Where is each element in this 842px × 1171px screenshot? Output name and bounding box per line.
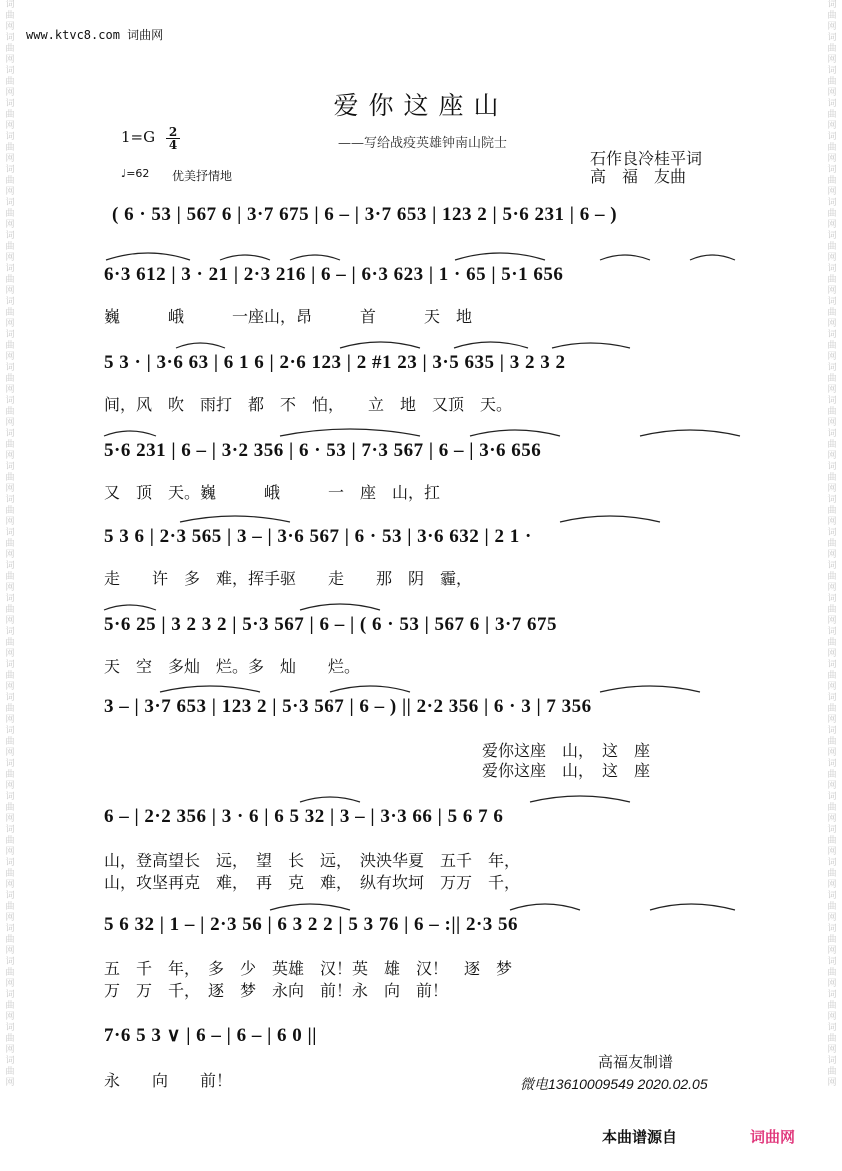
- lyricist-credit: 石作良冷桂平词: [590, 149, 703, 168]
- slur-arc: [300, 604, 380, 610]
- tempo-mark: ♩=62: [121, 167, 150, 180]
- slur-arc: [600, 686, 700, 692]
- slur-arc: [220, 255, 270, 260]
- slur-arc: [600, 255, 650, 260]
- lyric-line-6: 天 空 多灿 烂。多 灿 烂。: [104, 657, 361, 676]
- slur-arc: [640, 430, 740, 436]
- site-url[interactable]: www.ktvc8.com 词曲网: [26, 28, 164, 42]
- slur-arc: [552, 343, 630, 348]
- lyric-line-5: 走 许 多 难，挥手驱 走 那 阴 霾，: [104, 569, 473, 588]
- slur-arc: [104, 431, 156, 436]
- key-signature: 1=G: [121, 128, 156, 146]
- contact-date: 微电13610009549 2020.02.05: [520, 1076, 708, 1092]
- slur-arc: [455, 253, 545, 260]
- slur-arc: [454, 342, 528, 348]
- slur-arc: [104, 605, 156, 610]
- staff-line-8: 6 – | 2·2 356 | 3 · 6 | 6 5 32 | 3 – | 3·3 66 | 5 6 7 6: [104, 806, 504, 827]
- song-title: 爱你这座山: [333, 91, 509, 120]
- staff-line-6: 5·6 25 | 3 2 3 2 | 5·3 567 | 6 – | ( 6 · 53 | 567 6 | 3·7 675: [104, 614, 558, 635]
- slur-arc: [106, 253, 190, 260]
- staff-line-2: 6·3 612 | 3 · 21 | 2·3 216 | 6 – | 6·3 623 | 1 · 65 | 5·1 656: [104, 264, 564, 285]
- lyric-line-8b: 山，攻坚再克 难， 再 克 难， 纵有坎坷 万万 千，: [104, 873, 521, 892]
- staff-line-1: ( 6 · 53 | 567 6 | 3·7 675 | 6 – | 3·7 653 | 123 2 | 5·6 231 | 6 – ): [112, 204, 618, 225]
- slur-arc: [270, 904, 350, 910]
- staff-line-5: 5 3 6 | 2·3 565 | 3 – | 3·6 567 | 6 · 53 | 3·6 632 | 2 1 ·: [104, 526, 532, 547]
- staff-line-9: 5 6 32 | 1 – | 2·3 56 | 6 3 2 2 | 5 3 76 | 6 – :|| 2·3 56: [104, 914, 519, 935]
- slur-arc: [280, 429, 420, 436]
- slur-arc: [300, 797, 360, 802]
- lyric-line-4: 又 顶 天。巍 峨 一 座 山，扛: [104, 483, 441, 502]
- expression-mark: 优美抒情地: [172, 169, 233, 183]
- slur-arc: [470, 430, 560, 436]
- staff-line-10: 7·6 5 3 ∨ | 6 – | 6 – | 6 0 ||: [104, 1025, 317, 1046]
- staff-line-7: 3 – | 3·7 653 | 123 2 | 5·3 567 | 6 – ) || 2·2 356 | 6 · 3 | 7 356: [104, 696, 592, 717]
- lyric-line-2: 巍 峨 一座山，昂 首 天 地: [104, 307, 473, 326]
- slur-arc: [176, 343, 225, 348]
- lyric-line-8a: 山，登高望长 远， 望 长 远， 泱泱华夏 五千 年，: [104, 851, 521, 870]
- slur-arc: [530, 796, 630, 802]
- source-label: 本曲谱源自: [602, 1128, 678, 1146]
- lyric-line-9a: 五 千 年， 多 少 英雄 汉！英 雄 汉！ 逐 梦: [104, 959, 513, 978]
- transcriber-credit: 高福友制谱: [598, 1053, 674, 1071]
- lyric-line-10: 永 向 前！: [104, 1071, 233, 1090]
- slur-arc: [340, 342, 420, 348]
- time-numerator: 2: [166, 126, 180, 139]
- lyric-line-7a: 爱你这座 山， 这 座: [482, 741, 651, 760]
- slur-arc: [330, 686, 410, 692]
- slur-arc: [650, 904, 735, 910]
- slur-arc: [290, 255, 340, 260]
- brand-logo[interactable]: 词曲网: [750, 1128, 796, 1146]
- staff-line-4: 5·6 231 | 6 – | 3·2 356 | 6 · 53 | 7·3 567 | 6 – | 3·6 656: [104, 440, 542, 461]
- right-watermark: 词曲网词曲网词曲网词曲网词曲网词曲网词曲网词曲网词曲网词曲网词曲网词曲网词曲网词曲网词曲网词曲网词曲网词曲网词曲网词曲网词曲网词曲网词曲网词曲网词曲网词曲网词曲网词曲网词曲网词曲网词曲网词曲网词曲网: [827, 0, 837, 1088]
- slur-arc: [180, 516, 290, 522]
- left-watermark: 词曲网词曲网词曲网词曲网词曲网词曲网词曲网词曲网词曲网词曲网词曲网词曲网词曲网词曲网词曲网词曲网词曲网词曲网词曲网词曲网词曲网词曲网词曲网词曲网词曲网词曲网词曲网词曲网词曲网词曲网词曲网词曲网词曲网: [5, 0, 15, 1088]
- song-subtitle: ——写给战疫英雄钟南山院士: [338, 136, 508, 151]
- slur-arc: [510, 904, 580, 910]
- lyric-line-3: 间，风 吹 雨打 都 不 怕， 立 地 又顶 天。: [104, 395, 513, 414]
- staff-line-3: 5 3 · | 3·6 63 | 6 1 6 | 2·6 123 | 2 #1 23 | 3·5 635 | 3 2 3 2: [104, 352, 566, 373]
- slur-arc: [160, 686, 260, 692]
- time-denominator: 4: [168, 138, 178, 152]
- slur-arc: [690, 255, 735, 260]
- lyric-line-7b: 爱你这座 山， 这 座: [482, 761, 651, 780]
- slur-arc: [560, 516, 660, 522]
- composer-credit: 高 福 友曲: [590, 167, 687, 186]
- lyric-line-9b: 万 万 千， 逐 梦 永向 前！永 向 前！: [104, 981, 449, 1000]
